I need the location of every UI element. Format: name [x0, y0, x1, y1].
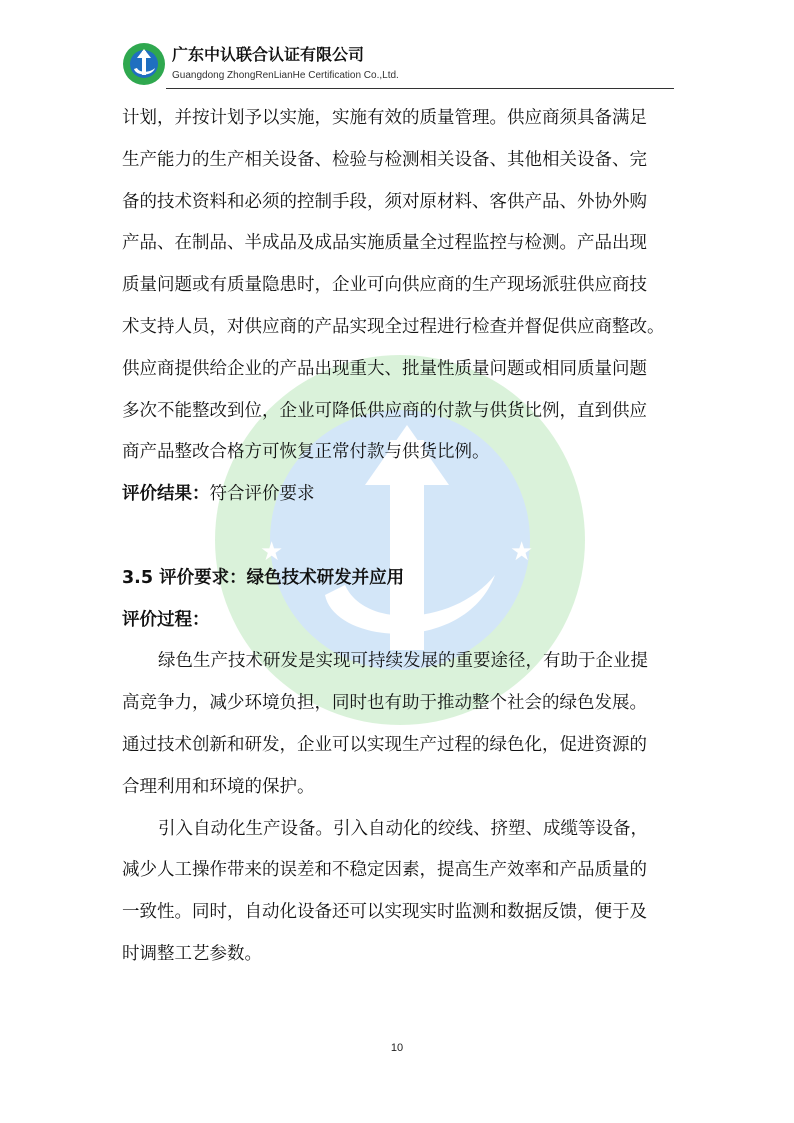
text-line: 术支持人员，对供应商的产品实现全过程进行检查并督促供应商整改。: [122, 316, 665, 337]
company-name-cn: 广东中认联合认证有限公司: [172, 45, 365, 64]
paragraph-supplier-quality: [122, 98, 674, 474]
paragraph-automation: [122, 809, 674, 976]
header-divider: [166, 88, 674, 89]
text-line: 商产品整改合格方可恢复正常付款与供货比例。: [122, 442, 490, 463]
text-line: 时调整工艺参数。: [122, 943, 262, 964]
evaluation-process-label: 评价过程：: [122, 609, 210, 630]
evaluation-result: [122, 474, 674, 516]
text-line: 多次不能整改到位，企业可降低供应商的付款与供货比例，直到供应: [122, 400, 647, 421]
text-line: 减少人工操作带来的误差和不稳定因素，提高生产效率和产品质量的: [122, 860, 647, 881]
svg-text:★: ★: [260, 537, 284, 567]
text-line: 引入自动化生产设备。引入自动化的绞线、挤塑、成缆等设备，: [158, 818, 648, 839]
company-logo-icon: [122, 42, 166, 86]
text-line: 生产能力的生产相关设备、检验与检测相关设备、其他相关设备、完: [122, 149, 647, 170]
document-body: [122, 98, 674, 976]
text-line: 合理利用和环境的保护。: [122, 776, 315, 797]
text-line: 一致性。同时，自动化设备还可以实现实时监测和数据反馈，便于及: [122, 902, 647, 923]
text-line: 质量问题或有质量隐患时，企业可向供应商的生产现场派驻供应商技: [122, 275, 647, 296]
paragraph-green-tech: [122, 641, 674, 808]
text-line: 供应商提供给企业的产品出现重大、批量性质量问题或相同质量问题: [122, 358, 647, 379]
text-line: 产品、在制品、半成品及成品实施质量全过程监控与检测。产品出现: [122, 233, 647, 254]
company-name-en: Guangdong ZhongRenLianHe Certification Co.,Ltd.: [172, 70, 399, 81]
section-heading: 3.5 评价要求：绿色技术研发并应用: [122, 567, 405, 588]
spacer: [122, 516, 674, 558]
page-header: [122, 38, 674, 90]
evaluation-result-label: 评价结果：: [122, 484, 210, 505]
page-number: 10: [390, 1042, 404, 1054]
text-line: 备的技术资料和必须的控制手段，须对原材料、客供产品、外协外购: [122, 191, 647, 212]
text-line: 绿色生产技术研发是实现可持续发展的重要途径，有助于企业提: [158, 651, 648, 672]
text-line: 计划，并按计划予以实施，实施有效的质量管理。供应商须具备满足: [122, 108, 647, 128]
svg-text:★: ★: [510, 537, 534, 567]
text-line: 通过技术创新和研发，企业可以实现生产过程的绿色化，促进资源的: [122, 734, 647, 755]
evaluation-result-value: 符合评价要求: [209, 484, 315, 505]
text-line: 高竞争力，减少环境负担，同时也有助于推动整个社会的绿色发展。: [122, 693, 647, 714]
